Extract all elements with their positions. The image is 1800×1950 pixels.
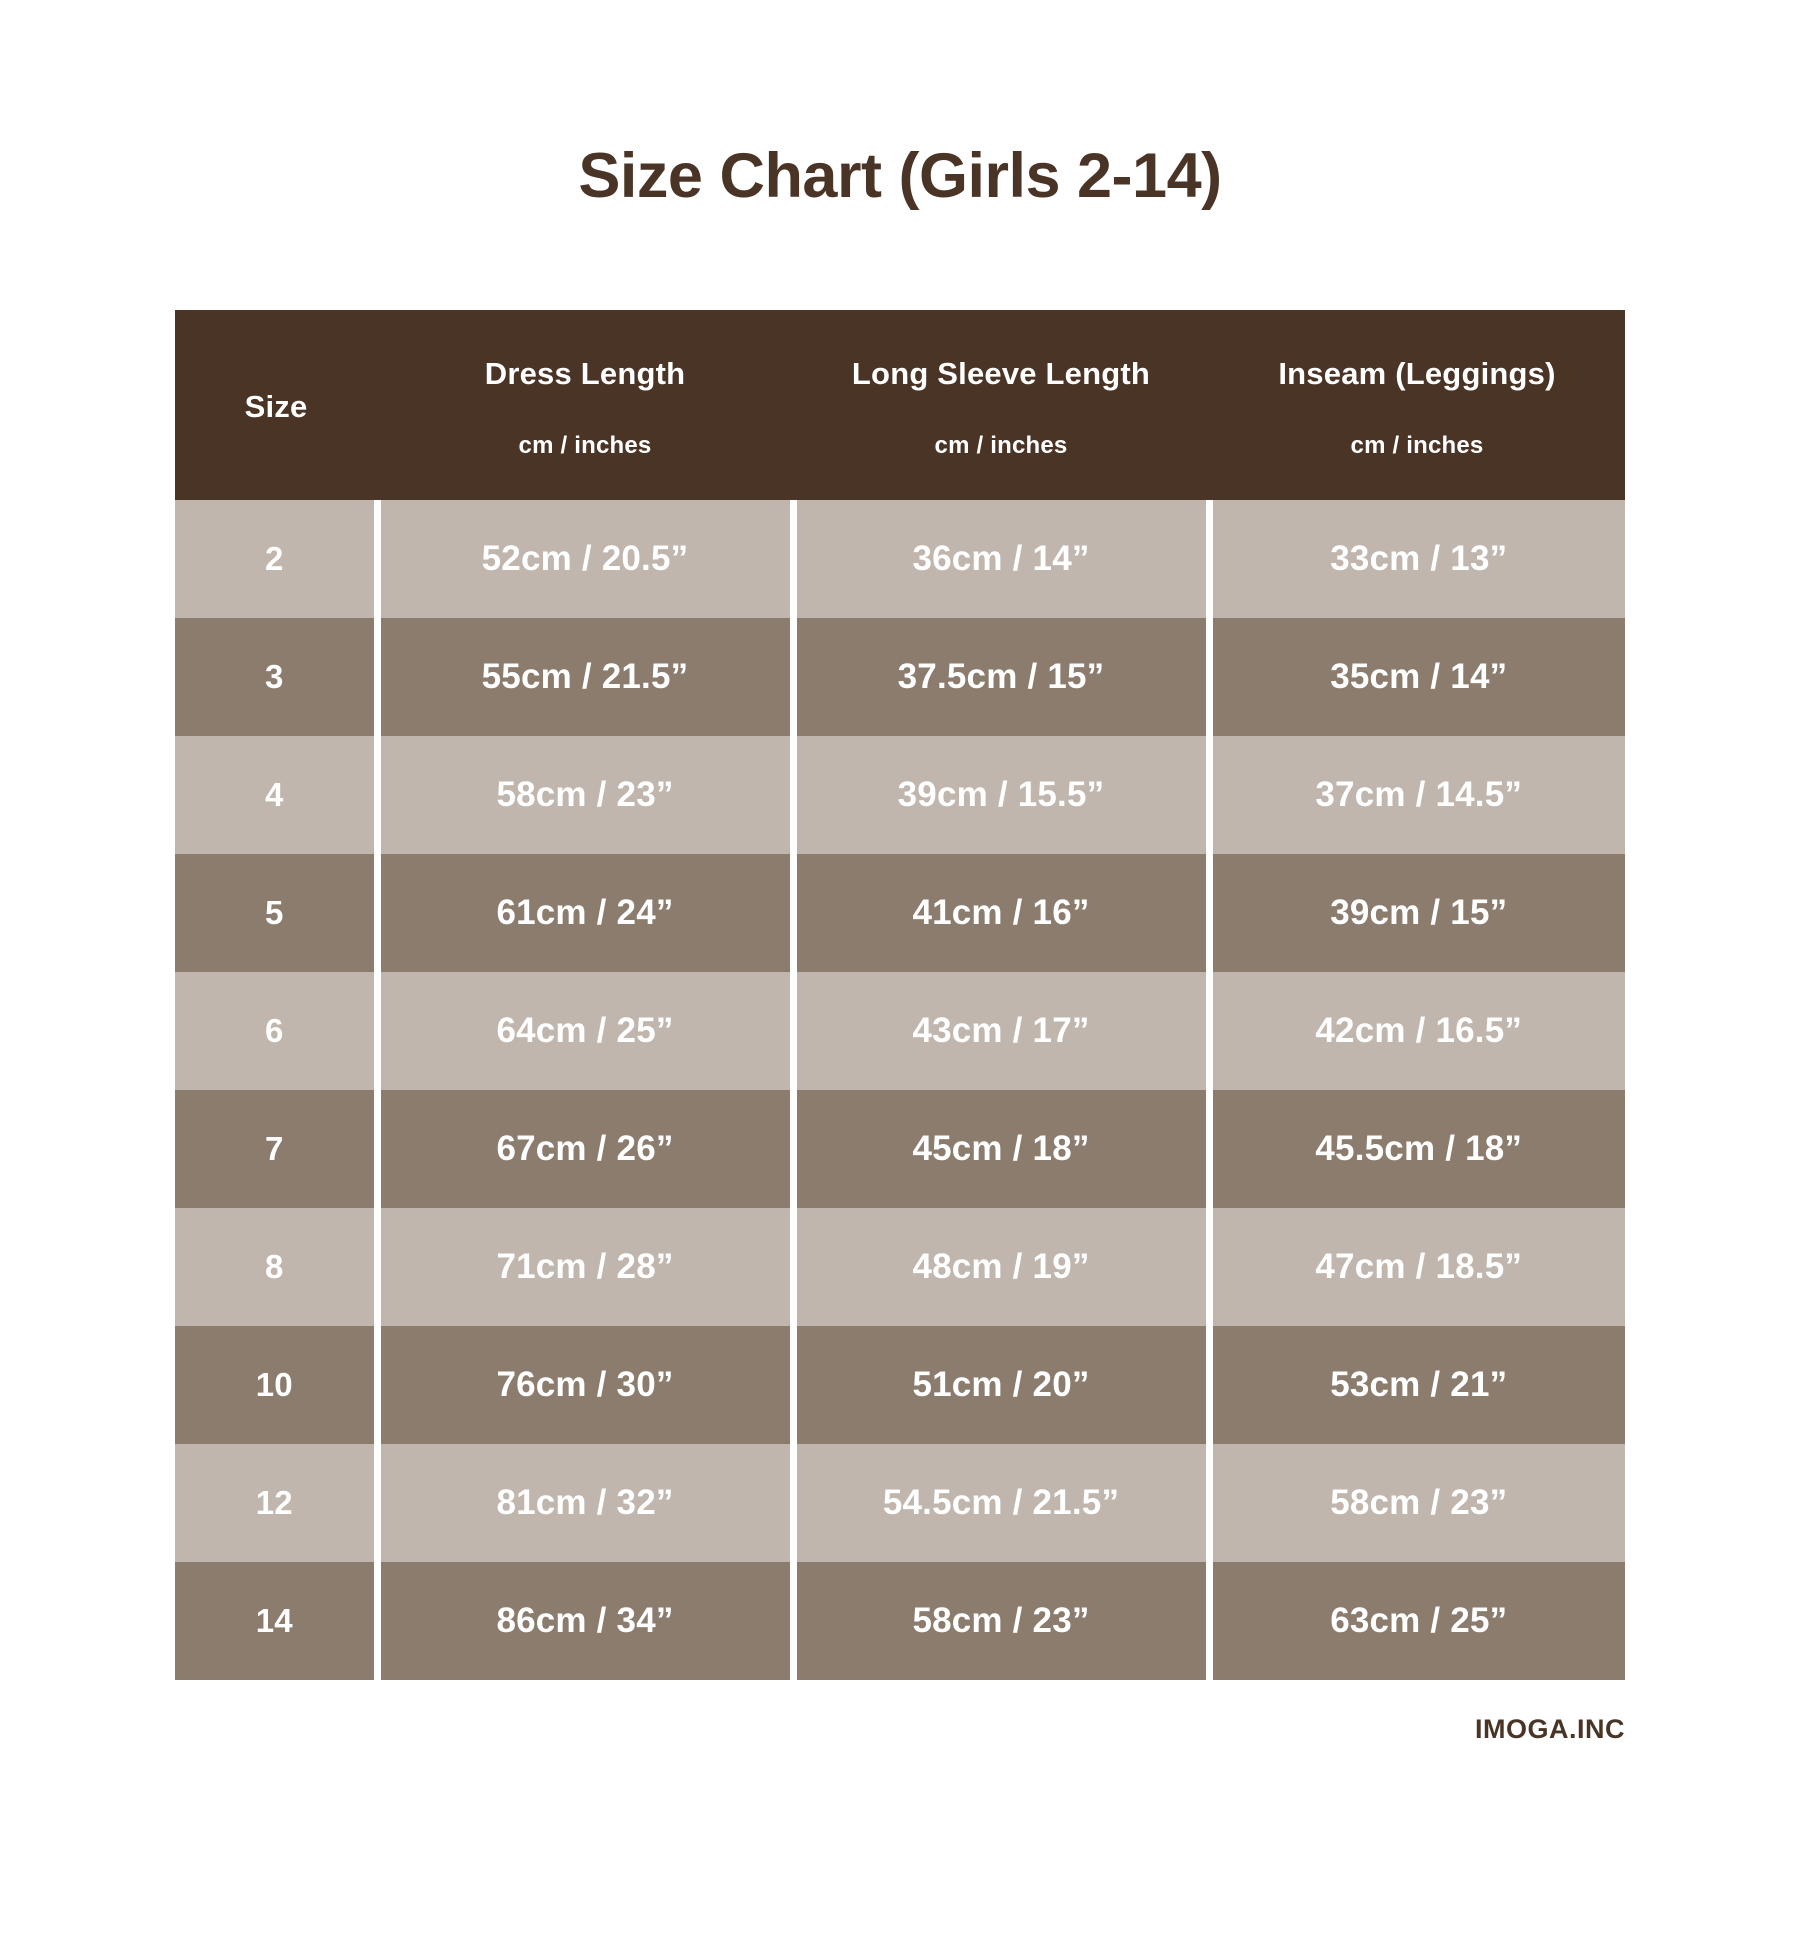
table-row [175,972,1625,1090]
cell-dress-length: 86cm / 34” [377,1562,793,1680]
cell-inseam: 45.5cm / 18” [1209,1090,1625,1208]
column-header-dress-length [377,310,793,500]
cell-dress-length: 81cm / 32” [377,1444,793,1562]
column-header-long-sleeve-length-label: Long Sleeve Length [851,356,1151,391]
column-header-long-sleeve-length [793,310,1209,500]
size-chart-table [175,310,1625,1680]
cell-size: 6 [175,972,377,1090]
table-row [175,736,1625,854]
table-header [175,310,1625,500]
column-header-inseam-units: cm / inches [1350,432,1484,460]
cell-size: 8 [175,1208,377,1326]
table-row [175,618,1625,736]
cell-size: 7 [175,1090,377,1208]
column-header-inseam [1209,310,1625,500]
cell-size: 12 [175,1444,377,1562]
cell-inseam: 63cm / 25” [1209,1562,1625,1680]
table-row [175,1326,1625,1444]
cell-dress-length: 67cm / 26” [377,1090,793,1208]
cell-dress-length: 64cm / 25” [377,972,793,1090]
table-row [175,1562,1625,1680]
cell-size: 10 [175,1326,377,1444]
cell-size: 4 [175,736,377,854]
cell-inseam: 53cm / 21” [1209,1326,1625,1444]
cell-inseam: 37cm / 14.5” [1209,736,1625,854]
cell-inseam: 58cm / 23” [1209,1444,1625,1562]
cell-long-sleeve-length: 45cm / 18” [793,1090,1209,1208]
table-body [175,500,1625,1680]
column-header-size [175,310,377,500]
page-title: Size Chart (Girls 2-14) [578,141,1222,211]
cell-long-sleeve-length: 58cm / 23” [793,1562,1209,1680]
cell-long-sleeve-length: 43cm / 17” [793,972,1209,1090]
cell-long-sleeve-length: 37.5cm / 15” [793,618,1209,736]
cell-inseam: 47cm / 18.5” [1209,1208,1625,1326]
cell-long-sleeve-length: 48cm / 19” [793,1208,1209,1326]
cell-inseam: 33cm / 13” [1209,500,1625,618]
table-row [175,500,1625,618]
cell-size: 14 [175,1562,377,1680]
table-row [175,854,1625,972]
cell-inseam: 39cm / 15” [1209,854,1625,972]
table-row [175,1444,1625,1562]
cell-long-sleeve-length: 51cm / 20” [793,1326,1209,1444]
cell-size: 2 [175,500,377,618]
column-header-dress-length-label: Dress Length [484,356,686,391]
cell-inseam: 42cm / 16.5” [1209,972,1625,1090]
cell-long-sleeve-length: 36cm / 14” [793,500,1209,618]
cell-dress-length: 55cm / 21.5” [377,618,793,736]
cell-long-sleeve-length: 41cm / 16” [793,854,1209,972]
cell-inseam: 35cm / 14” [1209,618,1625,736]
table-header-row [175,310,1625,500]
table-row [175,1090,1625,1208]
cell-size: 3 [175,618,377,736]
cell-dress-length: 76cm / 30” [377,1326,793,1444]
size-chart-table-wrap [175,310,1625,1680]
table-row [175,1208,1625,1326]
cell-long-sleeve-length: 39cm / 15.5” [793,736,1209,854]
brand-credit: IMOGA.INC [1475,1714,1625,1745]
column-header-size-label: Size [244,389,308,424]
cell-dress-length: 71cm / 28” [377,1208,793,1326]
column-header-inseam-label: Inseam (Leggings) [1278,356,1556,391]
cell-dress-length: 61cm / 24” [377,854,793,972]
cell-dress-length: 52cm / 20.5” [377,500,793,618]
cell-long-sleeve-length: 54.5cm / 21.5” [793,1444,1209,1562]
column-header-long-sleeve-length-units: cm / inches [934,432,1068,460]
column-header-dress-length-units: cm / inches [518,432,652,460]
cell-dress-length: 58cm / 23” [377,736,793,854]
cell-size: 5 [175,854,377,972]
